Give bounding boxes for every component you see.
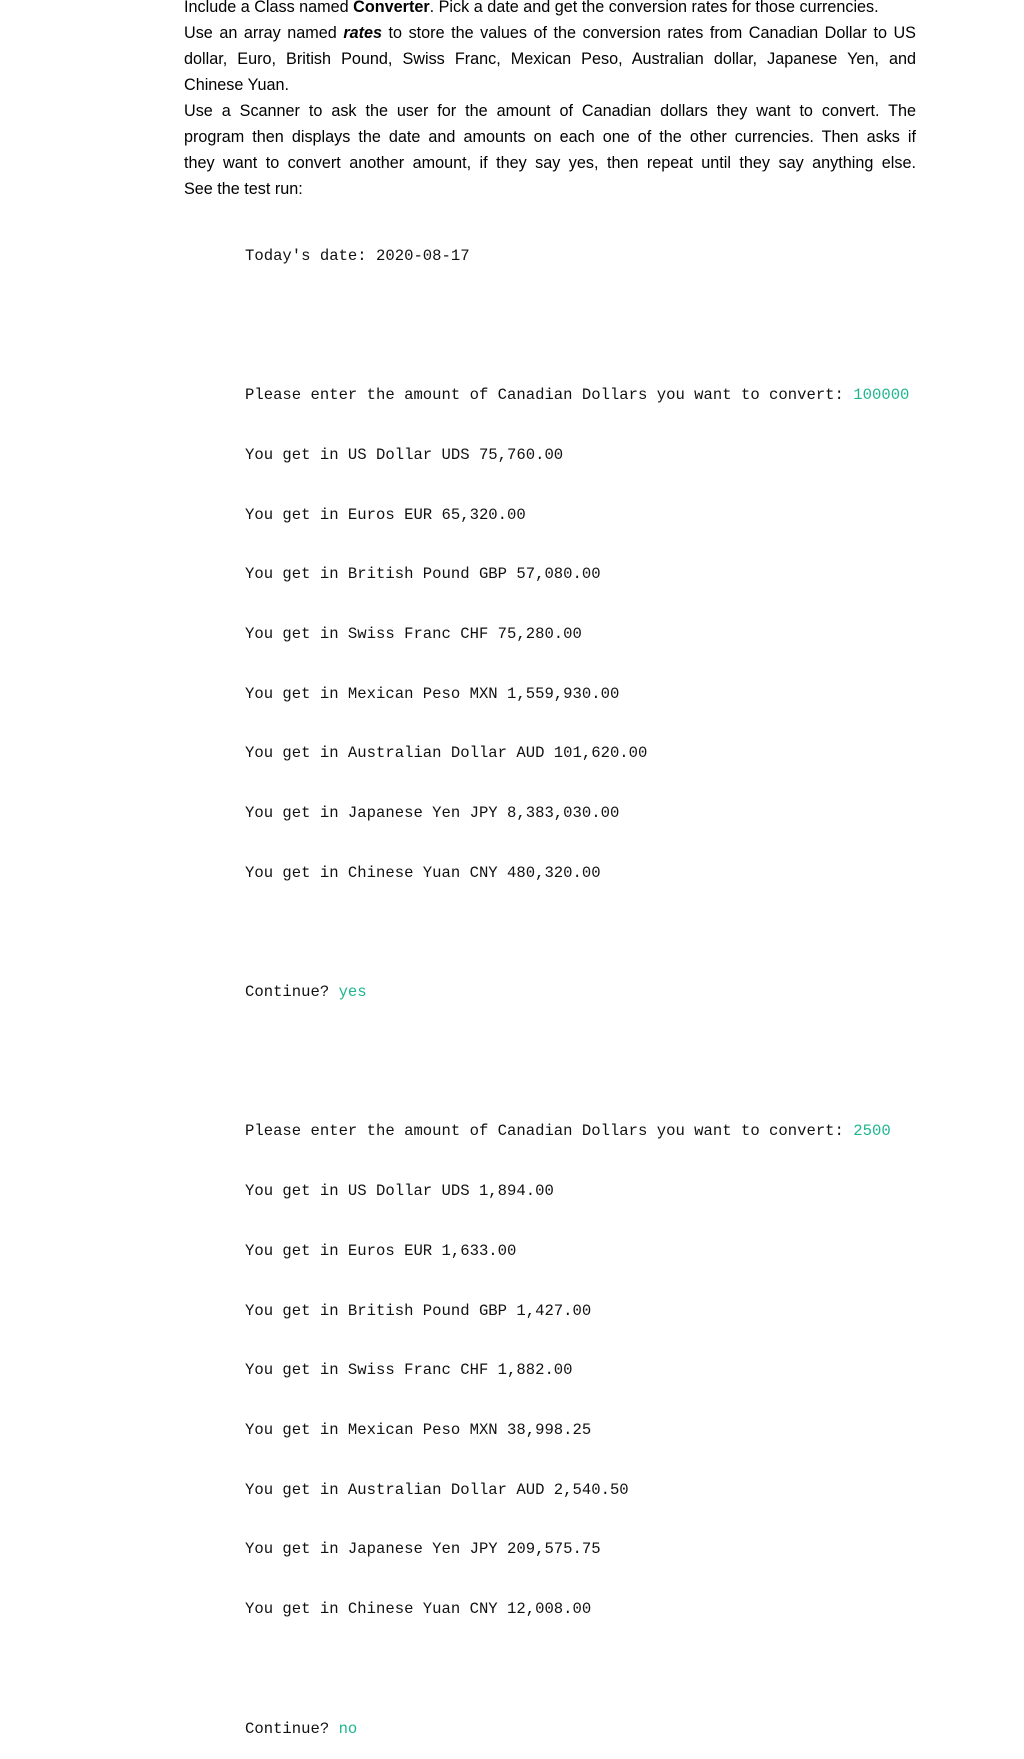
continue-line <box>245 983 909 1003</box>
result-line: You get in Euros EUR 65,320.00 <box>245 505 526 524</box>
result-line: You get in Mexican Peso MXN 1,559,930.00 <box>245 684 620 703</box>
result-line: You get in Japanese Yen JPY 8,383,030.00 <box>245 804 620 823</box>
instruction-line <box>184 0 916 20</box>
result-line: You get in Swiss Franc CHF 75,280.00 <box>245 624 582 643</box>
instruction-line: Use a Scanner to ask the user for the amount of Canadian dollars they want to convert. The <box>184 102 916 120</box>
result-line: You get in Chinese Yuan CNY 480,320.00 <box>245 863 601 882</box>
instruction-text: . Pick a date and get the conversion rates for those currencies. <box>429 0 879 16</box>
continue-prompt: Continue? <box>245 983 339 1002</box>
result-line: You get in Mexican Peso MXN 38,998.25 <box>245 1420 592 1439</box>
instruction-line: they want to convert another amount, if they say yes, then repeat until they say anything else. <box>184 154 916 172</box>
result-line: You get in US Dollar UDS 1,894.00 <box>245 1182 554 1201</box>
array-name: rates <box>343 24 383 42</box>
instruction-paragraph-scanner <box>184 98 916 202</box>
date-line: Today's date: 2020-08-17 <box>245 246 470 265</box>
amount-input: 100000 <box>853 386 910 405</box>
amount-prompt: Please enter the amount of Canadian Dollars you want to convert: <box>245 1122 854 1141</box>
continue-input: no <box>338 1719 358 1738</box>
result-line: You get in US Dollar UDS 75,760.00 <box>245 445 564 464</box>
test-run-console <box>245 207 909 1759</box>
instruction-line: See the test run: <box>184 180 303 198</box>
amount-prompt-line <box>245 1122 909 1142</box>
amount-prompt: Please enter the amount of Canadian Dollars you want to convert: <box>245 386 854 405</box>
instruction-text: Use an array named <box>184 24 344 42</box>
result-line: You get in Swiss Franc CHF 1,882.00 <box>245 1361 573 1380</box>
result-line: You get in Australian Dollar AUD 101,620.00 <box>245 744 648 763</box>
continue-line <box>245 1720 909 1740</box>
result-line: You get in Chinese Yuan CNY 12,008.00 <box>245 1600 592 1619</box>
instruction-text: Include a Class named <box>184 0 354 16</box>
instruction-line: Chinese Yuan. <box>184 76 290 94</box>
result-line: You get in British Pound GBP 57,080.00 <box>245 565 601 584</box>
amount-prompt-line <box>245 386 909 406</box>
instruction-line: dollar, Euro, British Pound, Swiss Franc, Mexican Peso, Australian dollar, Japanese Yen, and <box>184 50 916 68</box>
continue-prompt: Continue? <box>245 1719 339 1738</box>
assignment-document <box>184 0 916 202</box>
result-line: You get in British Pound GBP 1,427.00 <box>245 1301 592 1320</box>
continue-input: yes <box>338 983 367 1002</box>
result-line: You get in Euros EUR 1,633.00 <box>245 1241 517 1260</box>
instruction-line: program then displays the date and amounts on each one of the other currencies. Then asks if <box>184 128 916 146</box>
instruction-paragraph-array <box>184 20 916 98</box>
instruction-line <box>184 20 916 46</box>
class-name: Converter <box>353 0 430 16</box>
result-line: You get in Japanese Yen JPY 209,575.75 <box>245 1540 601 1559</box>
result-line: You get in Australian Dollar AUD 2,540.50 <box>245 1480 629 1499</box>
instruction-paragraph-class <box>184 0 916 20</box>
instruction-text: to store the values of the conversion rates from Canadian Dollar to US <box>382 24 916 42</box>
amount-input: 2500 <box>853 1122 891 1141</box>
